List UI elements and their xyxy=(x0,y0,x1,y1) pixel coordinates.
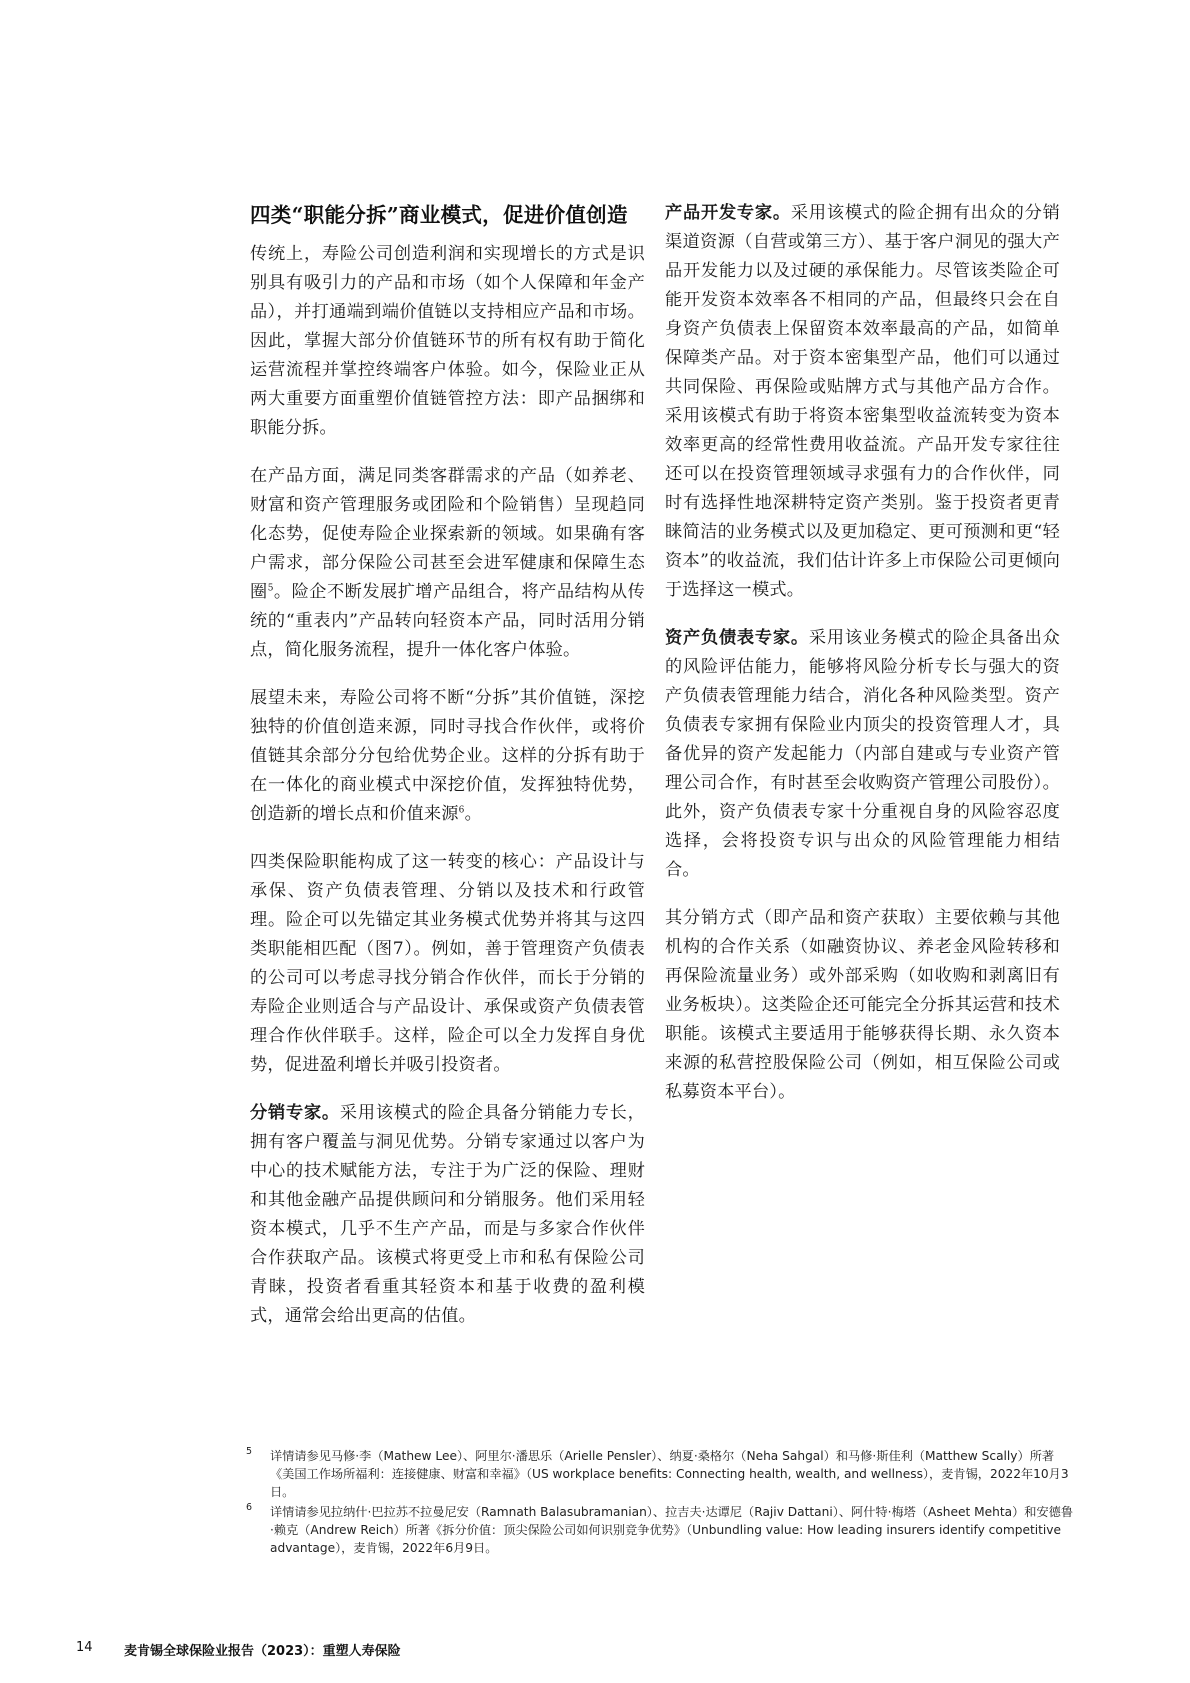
paragraph xyxy=(665,199,1060,605)
paragraph-lead: 产品开发专家。 xyxy=(665,203,791,223)
right-column xyxy=(665,199,1060,1126)
left-column xyxy=(250,199,645,1350)
report-title: 麦肯锡全球保险业报告（2023）：重塑人寿保险 xyxy=(124,1644,401,1659)
page-number: 14 xyxy=(76,1640,93,1655)
footnote-text: 详情请参见马修·李（Mathew Lee）、阿里尔·潘思乐（Arielle Pensler）、纳夏·桑格尔（Neha Sahgal）和马修·斯佳利（Matthew Scally）所著《美国工作场所福利：连接健康、财富和幸福》（US workplace benefits: Connecting health, wealth, and wellness），麦肯锡，2022年10月3日。 xyxy=(270,1449,1069,1499)
paragraph-text: 采用该模式的险企具备分销能力专长，拥有客户覆盖与洞见优势。分销专家通过以客户为中心的技术赋能方法，专注于为广泛的保险、理财和其他金融产品提供顾问和分销服务。他们采用轻资本模式，几乎不生产产品，而是与多家合作伙伴合作获取产品。该模式将更受上市和私有保险公司青睐，投资者看重其轻资本和基于收费的盈利模式，通常会给出更高的估值。 xyxy=(250,1103,645,1326)
footnote-number: 6 xyxy=(246,1502,253,1513)
footnote-text: 详情请参见拉纳什·巴拉苏不拉曼尼安（Ramnath Balasubramanian）、拉吉夫·达谭尼（Rajiv Dattani）、阿什特·梅塔（Asheet Mehta）和安德鲁·赖克（Andrew Reich）所著《拆分价值：顶尖保险公司如何识别竞争优势》（Unbundling value: How leading insurers identify competitive advantage），麦肯锡，2022年6月9日。 xyxy=(270,1505,1074,1555)
paragraph xyxy=(250,462,645,665)
paragraph-text: 展望未来，寿险公司将不断“分拆”其价值链，深挖独特的价值创造来源，同时寻找合作伙伴，或将价值链其余部分分包给优势企业。这样的分拆有助于在一体化的商业模式中深挖价值，发挥独特优势，创造新的增长点和价值来源 xyxy=(250,688,645,824)
paragraph: 四类保险职能构成了这一转变的核心：产品设计与承保、资产负债表管理、分销以及技术和行政管理。险企可以先锚定其业务模式优势并将其与这四类职能相匹配（图7）。例如，善于管理资产负债表的公司可以考虑寻找分销合作伙伴，而长于分销的寿险企业则适合与产品设计、承保或资产负债表管理合作伙伴联手。这样，险企可以全力发挥自身优势，促进盈利增长并吸引投资者。 xyxy=(250,852,645,1075)
paragraph xyxy=(250,684,645,829)
paragraph-text: 在产品方面，满足同类客群需求的产品（如养老、财富和资产管理服务或团险和个险销售）呈现趋同化态势，促使寿险企业探索新的领域。如果确有客户需求，部分保险公司甚至会进军健康和保障生态圈 xyxy=(250,466,645,602)
footnotes xyxy=(246,1447,1076,1559)
paragraph-text: 。 xyxy=(464,804,482,824)
section-heading: 四类“职能分拆”商业模式，促进价值创造 xyxy=(250,203,628,227)
paragraph-lead: 分销专家。 xyxy=(250,1103,340,1123)
paragraph: 传统上，寿险公司创造利润和实现增长的方式是识别具有吸引力的产品和市场（如个人保障和年金产品），并打通端到端价值链以支持相应产品和市场。因此，掌握大部分价值链环节的所有权有助于简化运营流程并掌控终端客户体验。如今，保险业正从两大重要方面重塑价值链管控方法：即产品捆绑和职能分拆。 xyxy=(250,244,645,438)
paragraph-text: 采用该业务模式的险企具备出众的风险评估能力，能够将风险分析专长与强大的资产负债表管理能力结合，消化各种风险类型。资产负债表专家拥有保险业内顶尖的投资管理人才，具备优异的资产发起能力（内部自建或与专业资产管理公司合作，有时甚至会收购资产管理公司股份）。此外，资产负债表专家十分重视自身的风险容忍度选择，会将投资专识与出众的风险管理能力相结合。 xyxy=(665,628,1060,880)
paragraph-text: 。险企不断发展扩增产品组合，将产品结构从传统的“重表内”产品转向轻资本产品，同时活用分销点，简化服务流程，提升一体化客户体验。 xyxy=(250,582,645,660)
paragraph xyxy=(250,1099,645,1331)
footnote xyxy=(246,1503,1076,1557)
paragraph-text: 采用该模式的险企拥有出众的分销渠道资源（自营或第三方）、基于客户洞见的强大产品开发能力以及过硬的承保能力。尽管该类险企可能开发资本效率各不相同的产品，但最终只会在自身资产负债表上保留资本效率最高的产品，如简单保障类产品。对于资本密集型产品，他们可以通过共同保险、再保险或贴牌方式与其他产品方合作。采用该模式有助于将资本密集型收益流转变为资本效率更高的经常性费用收益流。产品开发专家往往还可以在投资管理领域寻求强有力的合作伙伴，同时有选择性地深耕特定资产类别。鉴于投资者更青睐简洁的业务模式以及更加稳定、更可预测和更“轻资本”的收益流，我们估计许多上市保险公司更倾向于选择这一模式。 xyxy=(665,203,1060,600)
footnote-number: 5 xyxy=(246,1446,253,1457)
footnote-ref[interactable]: 6 xyxy=(458,805,465,816)
paragraph xyxy=(665,624,1060,885)
footnote-ref[interactable]: 5 xyxy=(267,583,274,594)
paragraph: 其分销方式（即产品和资产获取）主要依赖与其他机构的合作关系（如融资协议、养老金风险转移和再保险流量业务）或外部采购（如收购和剥离旧有业务板块）。这类险企还可能完全分拆其运营和技术职能。该模式主要适用于能够获得长期、永久资本来源的私营控股保险公司（例如，相互保险公司或私募资本平台）。 xyxy=(665,908,1060,1102)
paragraph-lead: 资产负债表专家。 xyxy=(665,628,809,648)
footnote xyxy=(246,1447,1076,1501)
